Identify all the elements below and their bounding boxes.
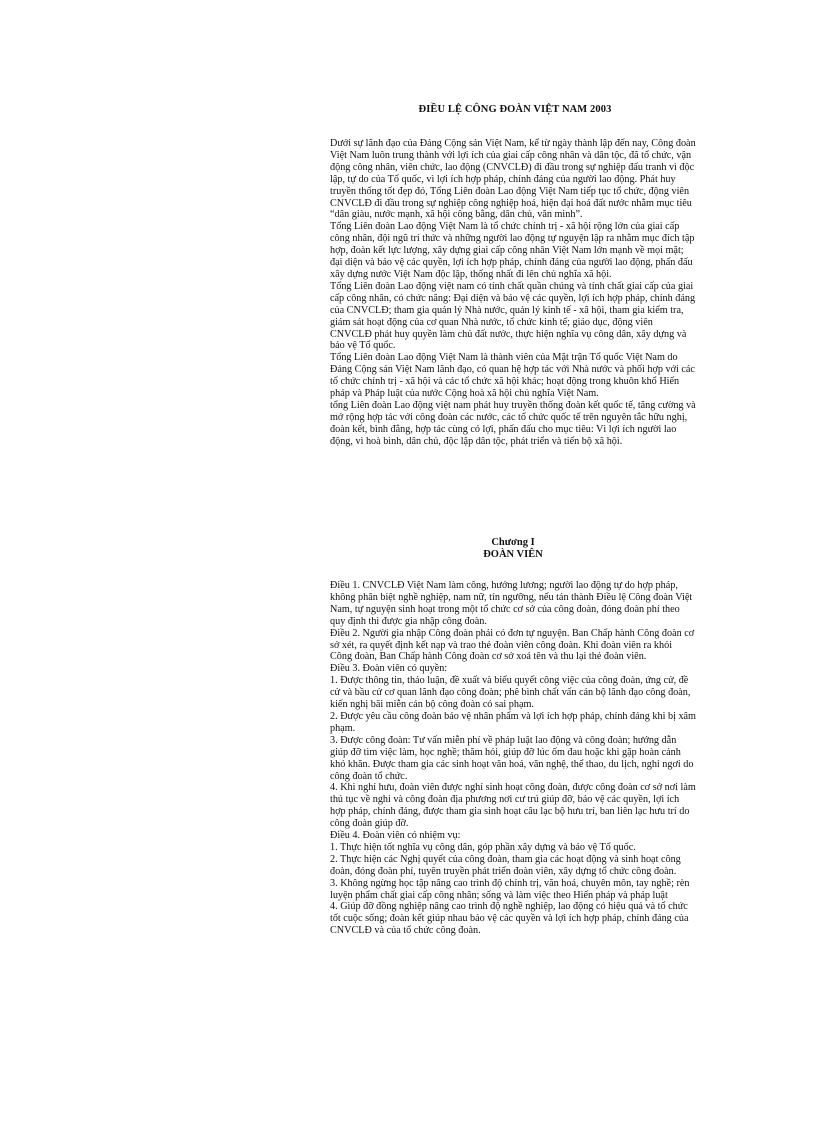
chapter-heading bbox=[330, 537, 696, 561]
page-title: ĐIỀU LỆ CÔNG ĐOÀN VIỆT NAM 2003 bbox=[418, 104, 612, 115]
chapter-body bbox=[330, 580, 696, 937]
intro-paragraph: tổng Liên đoàn Lao động việt nam phát huy truyền thống đoàn kết quốc tế, tăng cường và mở rộng hợp tác với công đoàn các nước, các tổ chức quốc tế trên nguyên tắc hữu nghị, đoàn kết, bình đẳng, hợp tác cùng có lợi, phấn đấu cho mục tiêu: Vì lợi ích người lao động, vì hoà bình, dân chủ, độc lập dân tộc, phát triển và tiến bộ xã hội. bbox=[330, 399, 696, 447]
article-paragraph: 2. Được yêu cầu công đoàn bảo vệ nhân phẩm và lợi ích hợp pháp, chính đáng khi bị xâm phạm. bbox=[330, 710, 696, 734]
intro-paragraph: Tổng Liên đoàn Lao động Việt Nam là thành viên của Mặt trận Tổ quốc Việt Nam do Đảng Cộng sản Việt Nam lãnh đạo, có quan hệ hợp tác với Nhà nước và phối hợp với các tổ chức chính trị - xã hội và các tổ chức xã hội khác; hoạt động trong khuôn khổ Hiến pháp và Pháp luật của nước Cộng hoà xã hội chủ nghĩa Việt Nam. bbox=[330, 352, 695, 400]
article-paragraph: 1. Được thông tin, thảo luận, đề xuất và biểu quyết công việc của công đoàn, ứng cử, đề cử và bầu cử cơ quan lãnh đạo công đoàn; phê bình chất vấn cán bộ lãnh đạo công đoàn, kiến nghị bãi miễn cán bộ công đoàn có sai phạm. bbox=[330, 675, 691, 711]
article-paragraph: 3. Được công đoàn: Tư vấn miễn phí về pháp luật lao động và công đoàn; hướng dẫn giúp đỡ tìm việc làm, học nghề; thăm hỏi, giúp đỡ lúc ốm đau hoặc khi gặp hoàn cảnh khó khăn. Được tham gia các sinh hoạt văn hoá, văn nghệ, thể thao, du lịch, nghỉ ngơi do công đoàn tổ chức. bbox=[330, 734, 694, 782]
article-paragraph: 4. Giúp đỡ đồng nghiệp nâng cao trình độ nghề nghiệp, lao động có hiệu quả và tổ chức tốt cuộc sống; đoàn kết giúp nhau bảo vệ các quyền và lợi ích hợp pháp, chính đáng của CNVCLĐ và của tổ chức công đoàn. bbox=[330, 901, 689, 937]
article-paragraph: 2. Thực hiện các Nghị quyết của công đoàn, tham gia các hoạt động và sinh hoạt công đoàn, đóng đoàn phí, tuyên truyền phát triển đoàn viên, xây dựng tổ chức công đoàn. bbox=[330, 853, 681, 877]
intro-section bbox=[330, 138, 696, 448]
article-paragraph: 4. Khi nghỉ hưu, đoàn viên được nghỉ sinh hoạt công đoàn, được công đoàn cơ sở nơi làm thủ tục về nghỉ và công đoàn địa phương nơi cư trú giúp đỡ, bảo vệ các quyền, lợi ích hợp pháp, chính đáng, được tham gia sinh hoạt câu lạc bộ hưu trí, ban liên lạc hưu trí do công đoàn giúp đỡ. bbox=[330, 782, 696, 830]
chapter-name: ĐOÀN VIÊN bbox=[483, 549, 543, 560]
article-paragraph: 1. Thực hiện tốt nghĩa vụ công dân, góp phần xây dựng và bảo vệ Tổ quốc. bbox=[330, 841, 636, 853]
article-paragraph: Điều 3. Đoàn viên có quyền: bbox=[330, 663, 448, 675]
article-paragraph: Điều 4. Đoàn viên có nhiệm vụ: bbox=[330, 830, 461, 842]
chapter-number: Chương I bbox=[491, 537, 535, 548]
article-paragraph: 3. Không ngừng học tập nâng cao trình độ chính trị, văn hoá, chuyên môn, tay nghề; rèn luyện phẩm chất giai cấp công nhân; sống và làm việc theo Hiến pháp và pháp luật bbox=[330, 877, 690, 901]
article-paragraph: Điều 2. Người gia nhập Công đoàn phải có đơn tự nguyện. Ban Chấp hành Công đoàn cơ sở xét, ra quyết định kết nạp và trao thẻ đoàn viên công đoàn. Khi đoàn viên ra khỏi Công đoàn, Ban Chấp hành Công đoàn cơ sở xoá tên và thu lại thẻ đoàn viên. bbox=[330, 627, 695, 663]
intro-paragraph: Tổng Liên đoàn Lao động việt nam có tính chất quần chúng và tính chất giai cấp của giai cấp công nhân, có chức năng: Đại diện và bảo vệ các quyền, lợi ích hợp pháp, chính đáng của CNVCLĐ; tham gia quản lý Nhà nước, quản lý kinh tế - xã hội, tham gia kiểm tra, giám sát hoạt động của cơ quan Nhà nước, tổ chức kinh tế; giáo dục, động viên CNVCLĐ phát huy quyền làm chủ đất nước, thực hiện nghĩa vụ công dân, xây dựng và bảo vệ Tổ quốc. bbox=[330, 280, 696, 352]
intro-paragraph: Tổng Liên đoàn Lao động Việt Nam là tổ chức chính trị - xã hội rộng lớn của giai cấp công nhân, đội ngũ trí thức và những người lao động tự nguyện lập ra nhằm mục đích tập hợp, đoàn kết lực lượng, xây dựng giai cấp công nhân Việt Nam lớn mạnh về mọi mặt; đại diện và bảo vệ các quyền, lợi ích hợp pháp, chính đáng của người lao động, phấn đấu xây dựng nước Việt Nam độc lập, thống nhất đi lên chủ nghĩa xã hội. bbox=[330, 221, 695, 280]
article-paragraph: Điều 1. CNVCLĐ Việt Nam làm công, hưởng lương; người lao động tự do hợp pháp, không phân biệt nghề nghiệp, nam nữ, tín ngưỡng, nếu tán thành Điều lệ Công đoàn Việt Nam, tự nguyện sinh hoạt trong một tổ chức cơ sở của công đoàn, đóng đoàn phí theo quy định thì được gia nhập công đoàn. bbox=[330, 580, 693, 627]
intro-paragraph: Dưới sự lãnh đạo của Đảng Cộng sản Việt Nam, kể từ ngày thành lập đến nay, Công đoàn Việt Nam luôn trung thành với lợi ích của giai cấp công nhân và dân tộc, đã tổ chức, vận động công nhân, viên chức, lao động (CNVCLĐ) đi đầu trong sự nghiệp đấu tranh vì độc lập, tự do của Tổ quốc, vì lợi ích hợp pháp, chính đáng của người lao động. Phát huy truyền thống tốt đẹp đó, Tổng Liên đoàn Lao động Việt Nam tiếp tục tổ chức, động viên CNVCLĐ đi đầu trong sự nghiệp công nghiệp hoá, hiện đại hoá đất nước nhằm mục tiêu “dân giàu, nước mạnh, xã hội công bằng, dân chủ, văn minh”. bbox=[330, 138, 696, 221]
